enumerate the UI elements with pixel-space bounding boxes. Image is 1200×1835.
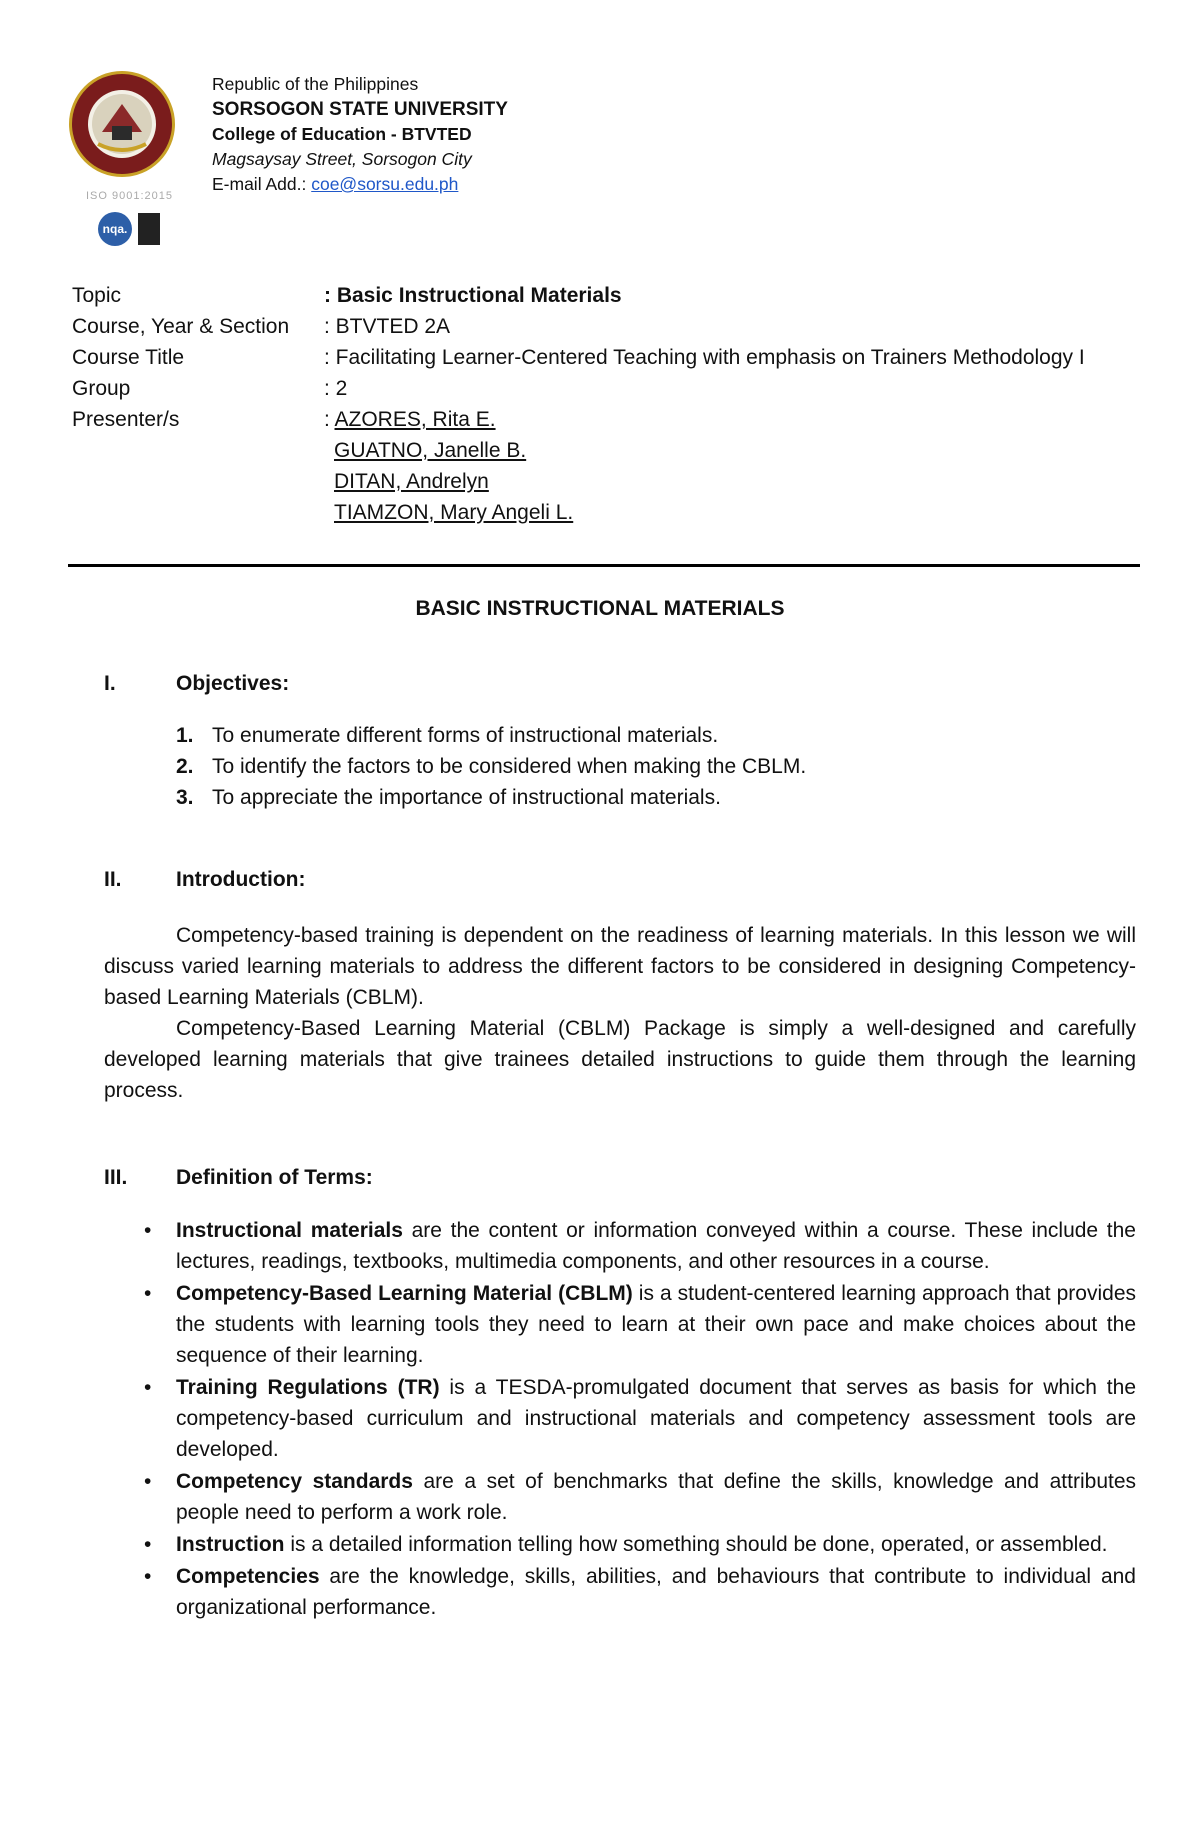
term: Competency standards [176,1470,413,1493]
info-label: Course, Year & Section [72,315,290,338]
definition: is a TESDA-promulgated document that serves as basis for which the competency-based curriculum and instructional materials and competency assessment tools are developed. [176,1376,1136,1461]
university-name: SORSOGON STATE UNIVERSITY [212,99,508,120]
item-text: To identify the factors to be considered when making the CBLM. [212,755,807,778]
list-item [144,1372,1136,1465]
section-heading-definitions [104,1166,373,1190]
definitions-list [144,1215,1137,1624]
info-row-topic [72,280,1136,311]
list-item [144,1215,1136,1277]
letterhead [212,72,508,197]
info-label: Course Title [72,346,185,369]
presenter-name: TIAMZON, Mary Angeli L. [334,501,574,524]
email-line [212,172,508,197]
presenter-name: AZORES, Rita E. [334,408,496,431]
section-title: Introduction: [176,868,306,891]
list-item [144,1466,1137,1528]
section-number: II. [104,868,122,891]
info-value: : Facilitating Learner-Centered Teaching with emphasis on Trainers Methodology I [324,346,1085,369]
address-line: Magsaysay Street, Sorsogon City [212,149,472,169]
document-title: BASIC INSTRUCTIONAL MATERIALS [415,597,785,620]
item-text: To enumerate different forms of instructional materials. [212,724,719,747]
info-row-course [72,311,1136,342]
info-label: Presenter/s [72,408,180,431]
nqa-logo: nqa. [98,212,132,246]
definition: is a student-centered learning approach that provides the students with learning tools they need to learn at their own pace and make choices about the sequence of their learning. [176,1282,1136,1367]
presenter-list [324,435,1136,528]
definition: are the knowledge, skills, abilities, and behaviours that contribute to individual and organizational performance. [176,1565,1136,1619]
presenter-name: GUATNO, Janelle B. [334,439,527,462]
list-item [176,720,806,751]
term: Training Regulations (TR) [176,1376,440,1399]
header-divider [68,564,1140,567]
bullet-icon: • [144,1533,152,1556]
course-info [72,280,1136,528]
item-number: 1. [176,724,194,747]
list-item [176,782,806,813]
section-number: I. [104,672,116,695]
bullet-icon: • [144,1376,152,1399]
info-value: : 2 [324,377,348,400]
info-value [324,280,1136,311]
objectives-list [176,720,806,813]
list-item [144,1561,1136,1623]
info-label: Topic [72,284,122,307]
intro-paragraph: Competency-Based Learning Material (CBLM) Package is simply a well-designed and carefully developed learning materials that give trainees detailed instructions to guide them through the learning process. [104,1017,1136,1102]
email-link[interactable]: coe@sorsu.edu.ph [311,174,459,194]
list-item [144,1529,1136,1560]
info-row-presenters [72,404,1136,528]
term: Instruction [176,1533,285,1556]
item-number: 3. [176,786,194,809]
section-heading-introduction [104,868,305,892]
bullet-icon: • [144,1282,152,1305]
definition: are a set of benchmarks that define the skills, knowledge and attributes people need to perform a work role. [176,1470,1137,1524]
list-item [176,751,806,782]
term: Competencies [176,1565,320,1588]
university-seal-logo [68,70,176,178]
email-label: E-mail Add.: [212,174,312,194]
bullet-icon: • [144,1219,152,1242]
bullet-icon: • [144,1565,152,1588]
term: Instructional materials [176,1219,403,1242]
iso-certification-text: ISO 9001:2015 [86,190,174,202]
item-text: To appreciate the importance of instructional materials. [212,786,721,809]
presenter-prefix: : [324,408,335,431]
definition: is a detailed information telling how something should be done, operated, or assembled. [284,1533,1108,1556]
definition: are the content or information conveyed within a course. These include the lectures, readings, textbooks, multimedia components, and other resources in a course. [176,1219,1136,1273]
presenter-name: DITAN, Andrelyn [334,470,489,493]
college-name: College of Education - BTVTED [212,124,472,144]
list-item [144,1278,1136,1371]
section-title: Objectives: [176,672,290,695]
intro-paragraph: Competency-based training is dependent on the readiness of learning materials. In this lesson we will discuss varied learning materials to address the different factors to be considered in designing Competency-based Learning Materials (CBLM). [104,924,1136,1009]
info-row-course-title [72,342,1136,373]
info-label: Group [72,377,131,400]
section-heading-objectives [104,672,289,696]
section-number: III. [104,1166,128,1189]
info-value [324,404,1136,528]
ukas-logo [138,213,160,245]
info-row-group [72,373,1136,404]
section-title: Definition of Terms: [176,1166,373,1189]
certification-logos [98,212,160,246]
bullet-icon: • [144,1470,152,1493]
term: Competency-Based Learning Material (CBLM) [176,1282,633,1305]
topic-value: : Basic Instructional Materials [324,284,622,307]
country-line: Republic of the Philippines [212,74,419,94]
info-value: : BTVTED 2A [324,315,451,338]
item-number: 2. [176,755,194,778]
